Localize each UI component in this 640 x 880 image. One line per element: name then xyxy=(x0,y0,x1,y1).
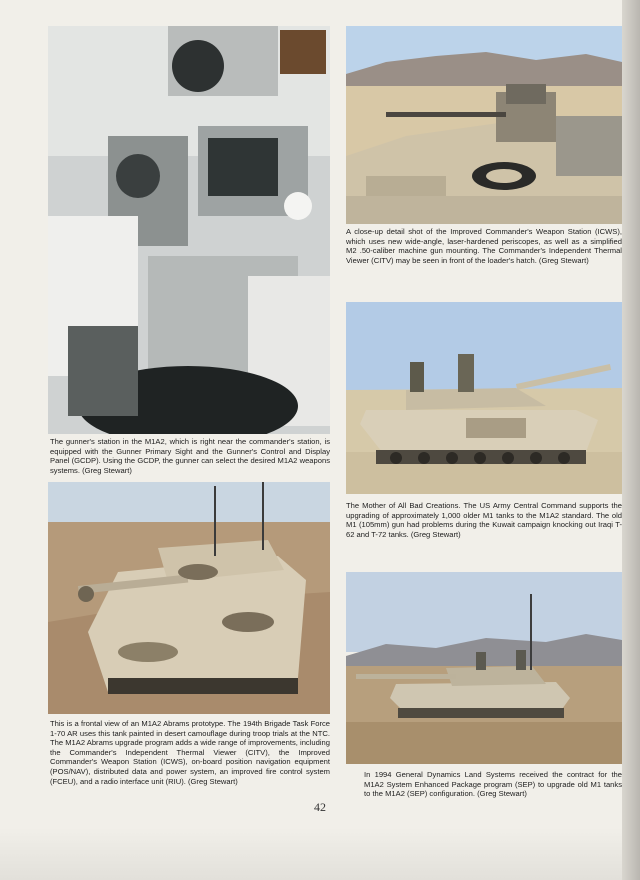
icws-detail-photo xyxy=(346,26,622,224)
mother-tank-caption: The Mother of All Bad Creations. The US Army Central Command supports the upgrading of approximately 1,000 older M1 tanks to the M1A2 standard. The old M1 (105mm) gun had problems during the Kuwait campaign knocking out Iraqi T-62 and T-72 tanks. (Greg Stewart) xyxy=(346,501,622,539)
gunner-station-photo xyxy=(48,26,330,434)
sep-tank-photo xyxy=(346,572,622,764)
frontal-prototype-photo xyxy=(48,482,330,714)
page-number: 42 xyxy=(314,800,326,814)
mother-tank-photo xyxy=(346,302,622,494)
frontal-prototype-caption: This is a frontal view of an M1A2 Abrams prototype. The 194th Brigade Task Force 1-70 AR uses this tank painted in desert camouflage during troop trials at the NTC. The M1A2 Abrams upgrade program adds a wide range of improvements, including the Commander's Independent Thermal Viewer (CITV), the Improved Commander's Weapon Station (ICWS), on-board position navigation equipment (POS/NAV), distributed data and power system, an improved fire control system (FCEU), and a radio interface unit (RIU). (Greg Stewart) xyxy=(50,719,330,786)
page-bottom-edge xyxy=(0,828,640,880)
gunner-station-caption: The gunner's station in the M1A2, which is right near the commander's station, is equipped with the Gunner Primary Sight and the Gunner's Control and Display Panel (GCDP). Using the GCDP, the gunner can select the desired M1A2 weapons systems. (Greg Stewart) xyxy=(50,437,330,475)
icws-detail-caption: A close-up detail shot of the Improved Commander's Weapon Station (ICWS), which uses new wide-angle, laser-hardened periscopes, as well as a simplified M2 .50-caliber machine gun mounting. The Commander's Independent Thermal Viewer (CITV) may be seen in front of the loader's hatch. (Greg Stewart) xyxy=(346,227,622,265)
book-spine-shadow xyxy=(622,0,640,880)
sep-tank-caption: In 1994 General Dynamics Land Systems received the contract for the M1A2 System Enhanced Package program (SEP) to upgrade old M1 tanks to the M1A2 (SEP) configuration. (Greg Stewart) xyxy=(364,770,622,799)
